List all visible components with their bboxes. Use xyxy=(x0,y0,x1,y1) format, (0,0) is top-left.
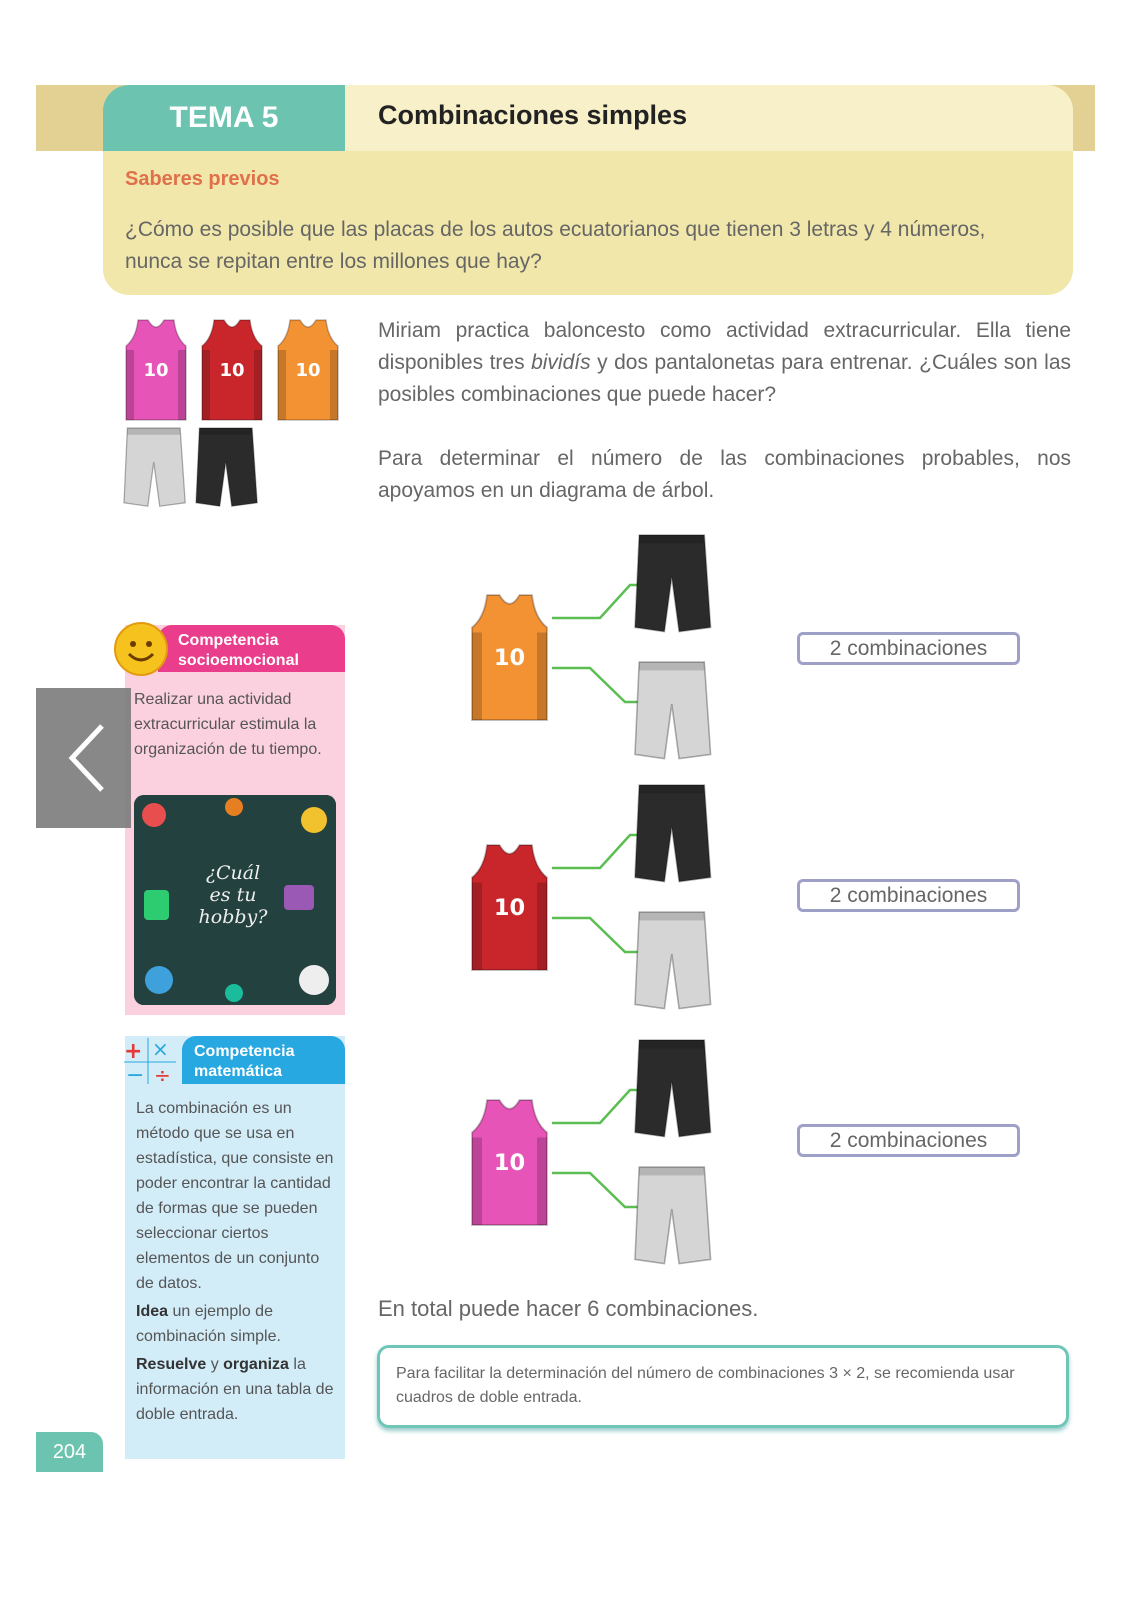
tree-shorts-dark xyxy=(635,785,711,882)
tree-jersey xyxy=(472,845,547,970)
legend-jersey xyxy=(126,320,186,420)
tree-diagram xyxy=(460,530,760,1270)
tree-shorts-dark xyxy=(635,535,711,632)
matematica-text: La combinación es un método que se usa en estadística, que consiste en poder encontrar la cantidad de formas que se pueden seleccionar ciertos elementos de un conjunto de datos. Idea un ejemplo de combinación simple. Resuelve y organiza la información en una tabla de doble entrada. xyxy=(136,1100,334,1423)
legend-jersey xyxy=(278,320,338,420)
tree-shorts-light xyxy=(635,662,711,759)
legend-shorts xyxy=(196,428,257,506)
svg-text:+: + xyxy=(124,1039,143,1064)
math-operators-icon xyxy=(122,1036,180,1086)
garments-legend xyxy=(120,318,350,518)
legend-jersey xyxy=(202,320,262,420)
tree-shorts-dark xyxy=(635,1040,711,1137)
svg-text:10: 10 xyxy=(493,645,526,671)
page-title: Combinaciones simples xyxy=(378,100,688,130)
tree-jersey xyxy=(472,1100,547,1225)
chevron-left-icon xyxy=(36,688,131,828)
matematica-heading: Competencia matemática xyxy=(182,1036,345,1084)
tree-jersey xyxy=(472,595,547,720)
socioemocional-text: Realizar una actividad extracurricular estimula la organización de tu tiempo. xyxy=(134,691,322,758)
total-text: En total puede hacer 6 combinaciones. xyxy=(378,1296,759,1321)
smiley-icon xyxy=(114,622,168,676)
legend-shorts xyxy=(124,428,185,506)
page-number: 204 xyxy=(36,1432,103,1472)
method-text: Para determinar el número de las combinaciones probables, nos apoyamos en un diagrama de árbol. xyxy=(378,447,1071,502)
tree-shorts-light xyxy=(635,912,711,1009)
socioemocional-heading: Competencia socioemocional xyxy=(158,625,345,672)
svg-text:×: × xyxy=(152,1037,169,1061)
svg-text:−: − xyxy=(126,1063,145,1088)
tree-shorts-light xyxy=(635,1167,711,1264)
previous-page-button[interactable] xyxy=(36,688,131,828)
tema-label: TEMA 5 xyxy=(103,85,345,151)
svg-text:10: 10 xyxy=(493,1150,526,1176)
svg-text:10: 10 xyxy=(295,360,321,381)
combo-box-1: 2 combinaciones xyxy=(797,632,1020,665)
svg-text:10: 10 xyxy=(493,895,526,921)
saberes-heading: Saberes previos xyxy=(125,168,280,190)
chalkboard-text: ¿Cuál es tu hobby? xyxy=(198,862,268,928)
svg-text:10: 10 xyxy=(143,360,169,381)
combo-box-2: 2 combinaciones xyxy=(797,879,1020,912)
saberes-question: ¿Cómo es posible que las placas de los autos ecuatorianos que tienen 3 letras y 4 números, nunca se repitan entre los millones que hay? xyxy=(125,218,986,273)
problem-text: Miriam practica baloncesto como actividad extracurricular. Ella tiene disponibles tres bividís y dos pantalonetas para entrenar. ¿Cuáles son las posibles combinaciones que puede hacer? xyxy=(378,319,1072,406)
combo-box-3: 2 combinaciones xyxy=(797,1124,1020,1157)
svg-text:10: 10 xyxy=(219,360,245,381)
tip-box: Para facilitar la determinación del número de combinaciones 3 × 2, se recomienda usar cuadros de doble entrada. xyxy=(377,1345,1069,1428)
svg-text:÷: ÷ xyxy=(154,1063,171,1087)
